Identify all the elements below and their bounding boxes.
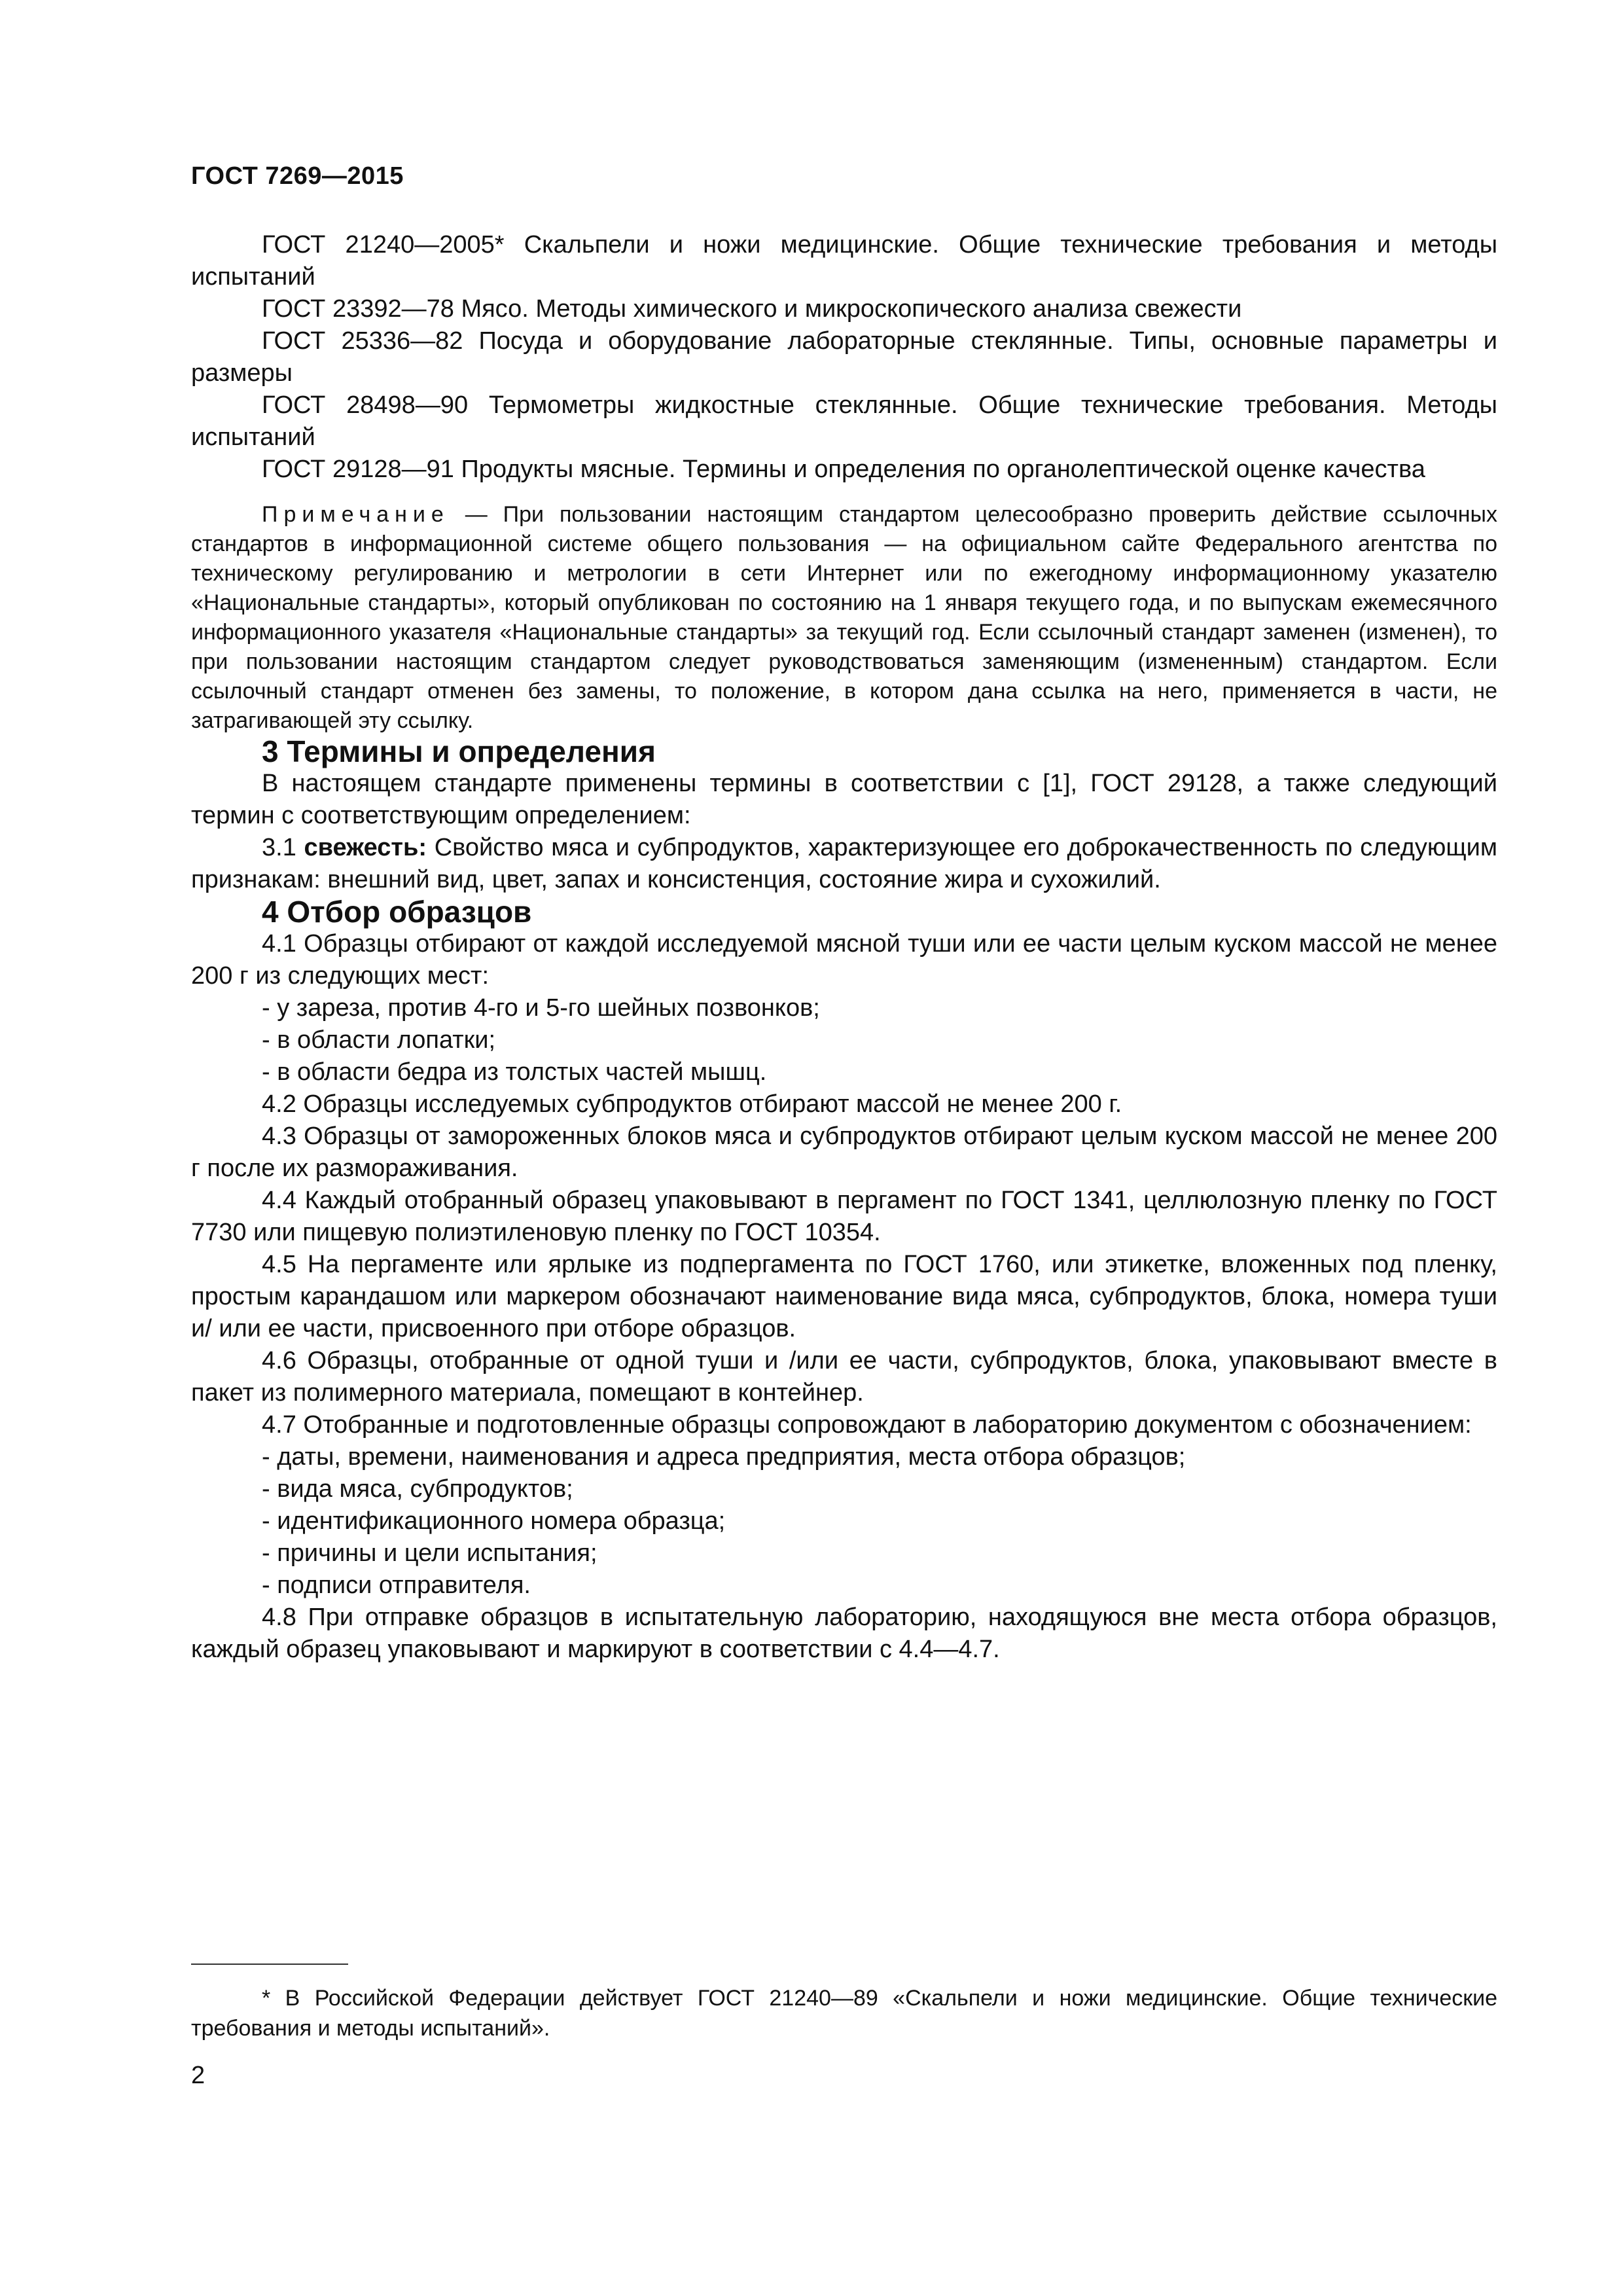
footnote-divider bbox=[191, 1964, 348, 1965]
list-item: - подписи отправителя. bbox=[262, 1571, 531, 1599]
clause-4-5: 4.5 На пергаменте или ярлыке из подпергамента по ГОСТ 1760, или этикетке, вложенных под пленку, простым карандашом или маркером обозначают наименование вида мяса, субпродуктов, блока, номера туши и/ или ее части, присвоенного при отборе образцов. bbox=[191, 1251, 1497, 1342]
section-3-title: 3 Термины и определения bbox=[262, 734, 656, 768]
term-definition bbox=[191, 832, 1497, 896]
document-header: ГОСТ 7269—2015 bbox=[191, 162, 404, 190]
term-name: свежесть: bbox=[304, 834, 427, 861]
note-text: — При пользовании настоящим стандартом целесообразно проверить действие ссылочных стандартов в информационной системе общего пользования — на официальном сайте Федерального агентства по техническому регулированию и метрологии в сети Интернет или по ежегодному информационному указателю «Национальные стандарты», который опубликован по состоянию на 1 января текущего года, и по выпускам ежемесячного информационного указателя «Национальные стандарты» за текущий год. Если ссылочный стандарт заменен (изменен), то при пользовании настоящим стандартом следует руководствоваться заменяющим (измененным) стандартом. Если ссылочный стандарт отменен без замены, то положение, в котором дана ссылка на него, применяется в части, не затрагивающей эту ссылку. bbox=[191, 502, 1497, 733]
clause-4-1: 4.1 Образцы отбирают от каждой исследуемой мясной туши или ее части целым куском массой не менее 200 г из следующих мест: bbox=[191, 930, 1497, 990]
page-number: 2 bbox=[191, 2062, 205, 2089]
note-block bbox=[191, 500, 1497, 736]
reference-item: ГОСТ 29128—91 Продукты мясные. Термины и определения по органолептической оценке качества bbox=[262, 456, 1425, 483]
section-3-intro: В настоящем стандарте применены термины в соответствии с [1], ГОСТ 29128, а также следующий термин с соответствующим определением: bbox=[191, 770, 1497, 829]
list-item: - в области лопатки; bbox=[262, 1026, 496, 1054]
list-item: - у зареза, против 4-го и 5-го шейных позвонков; bbox=[262, 994, 820, 1022]
reference-item: ГОСТ 25336—82 Посуда и оборудование лабораторные стеклянные. Типы, основные параметры и размеры bbox=[191, 327, 1497, 387]
clause-4-2: 4.2 Образцы исследуемых субпродуктов отбирают массой не менее 200 г. bbox=[262, 1090, 1122, 1118]
list-item: - вида мяса, субпродуктов; bbox=[262, 1475, 573, 1503]
document-body bbox=[191, 229, 1497, 1666]
list-item: - причины и цели испытания; bbox=[262, 1539, 597, 1567]
list-item: - в области бедра из толстых частей мышц. bbox=[262, 1058, 767, 1086]
clause-4-7: 4.7 Отобранные и подготовленные образцы сопровождают в лабораторию документом с обозначением: bbox=[262, 1411, 1472, 1439]
reference-item: ГОСТ 23392—78 Мясо. Методы химического и микроскопического анализа свежести bbox=[262, 295, 1242, 323]
list-item: - идентификационного номера образца; bbox=[262, 1507, 726, 1535]
term-definition-text: Свойство мяса и субпродуктов, характеризующее его доброкачественность по следующим признакам: внешний вид, цвет, запах и консистенция, состояние жира и сухожилий. bbox=[191, 834, 1497, 893]
clause-4-3: 4.3 Образцы от замороженных блоков мяса и субпродуктов отбирают целым куском массой не менее 200 г после их размораживания. bbox=[191, 1122, 1497, 1182]
section-4-title: 4 Отбор образцов bbox=[262, 895, 532, 929]
reference-item: ГОСТ 28498—90 Термометры жидкостные стеклянные. Общие технические требования. Методы испытаний bbox=[191, 391, 1497, 451]
term-number: 3.1 bbox=[262, 834, 296, 861]
clause-4-8: 4.8 При отправке образцов в испытательную лабораторию, находящуюся вне места отбора образцов, каждый образец упаковывают и маркируют в соответствии с 4.4—4.7. bbox=[191, 1604, 1497, 1663]
footnote: * В Российской Федерации действует ГОСТ 21240—89 «Скальпели и ножи медицинские. Общие технические требования и методы испытаний». bbox=[191, 1986, 1497, 2041]
clause-4-4: 4.4 Каждый отобранный образец упаковывают в пергамент по ГОСТ 1341, целлюлозную пленку по ГОСТ 7730 или пищевую полиэтиленовую пленку по ГОСТ 10354. bbox=[191, 1187, 1497, 1246]
list-item: - даты, времени, наименования и адреса предприятия, места отбора образцов; bbox=[262, 1443, 1186, 1471]
clause-4-6: 4.6 Образцы, отобранные от одной туши и /или ее части, субпродуктов, блока, упаковывают вместе в пакет из полимерного материала, помещают в контейнер. bbox=[191, 1347, 1497, 1407]
reference-item: ГОСТ 21240—2005* Скальпели и ножи медицинские. Общие технические требования и методы испытаний bbox=[191, 231, 1497, 291]
note-label: Примечание bbox=[262, 502, 450, 527]
